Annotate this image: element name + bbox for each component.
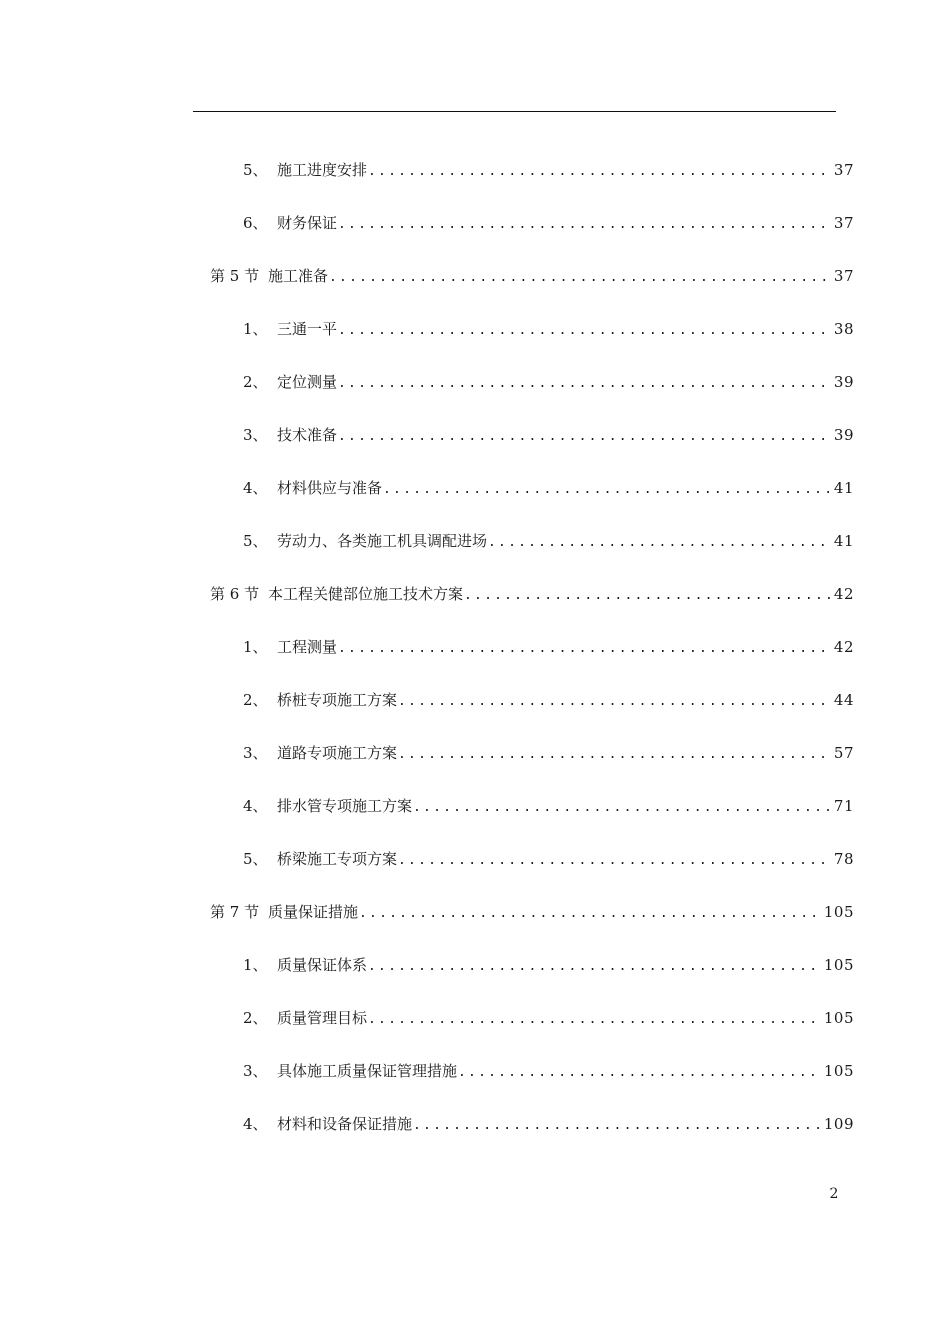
toc-entry-number: 4、 — [243, 797, 268, 815]
toc-section-entry[interactable] — [210, 900, 854, 924]
toc-entry-title: 财务保证 — [277, 214, 338, 232]
toc-entry-number: 2、 — [243, 373, 268, 391]
toc-entry-title: 材料和设备保证措施 — [277, 1115, 413, 1133]
toc-entry-page: 44 — [833, 691, 854, 709]
toc-entry-number: 1、 — [243, 956, 268, 974]
toc-entry[interactable] — [243, 1112, 854, 1136]
toc-leader-dots — [398, 743, 831, 767]
toc-entry-number: 4、 — [243, 479, 268, 497]
header-rule — [193, 111, 836, 112]
toc-entry-title: 质量保证体系 — [277, 956, 368, 974]
toc-entry-title: 劳动力、各类施工机具调配进场 — [277, 532, 488, 550]
toc-entry-title: 三通一平 — [277, 320, 338, 338]
page-number: 2 — [829, 1186, 839, 1202]
toc-entry-number: 1、 — [243, 638, 268, 656]
toc-entry-page: 42 — [833, 638, 854, 656]
toc-entry[interactable] — [243, 370, 854, 394]
toc-entry-page: 105 — [823, 1009, 854, 1027]
toc-entry-page: 109 — [823, 1115, 854, 1133]
toc-entry[interactable] — [243, 317, 854, 341]
toc-entry-page: 57 — [833, 744, 854, 762]
toc-entry-title: 技术准备 — [277, 426, 338, 444]
toc-leader-dots — [338, 213, 831, 237]
toc-entry-title: 定位测量 — [277, 373, 338, 391]
toc-entry[interactable] — [243, 688, 854, 712]
toc-entry-page: 41 — [833, 479, 854, 497]
toc-section-title: 质量保证措施 — [268, 903, 359, 921]
toc-entry-title: 质量管理目标 — [277, 1009, 368, 1027]
toc-entry-page: 78 — [833, 850, 854, 868]
toc-leader-dots — [413, 796, 831, 820]
toc-entry[interactable] — [243, 529, 854, 553]
toc-entry[interactable] — [243, 1006, 854, 1030]
toc-entry-page: 105 — [823, 1062, 854, 1080]
toc-entry-title: 工程测量 — [277, 638, 338, 656]
toc-section-entry[interactable] — [210, 264, 854, 288]
toc-section-number: 第 7 节 — [210, 903, 260, 921]
toc-leader-dots — [359, 902, 821, 926]
toc-entry-page: 39 — [833, 426, 854, 444]
toc-entry[interactable] — [243, 1059, 854, 1083]
toc-entry[interactable] — [243, 847, 854, 871]
toc-section-number: 第 6 节 — [210, 585, 260, 603]
toc-entry-number: 3、 — [243, 744, 268, 762]
toc-entry[interactable] — [243, 158, 854, 182]
toc-leader-dots — [338, 319, 831, 343]
toc-entry-page: 41 — [833, 532, 854, 550]
toc-entry-title: 具体施工质量保证管理措施 — [277, 1062, 458, 1080]
toc-entry-title: 排水管专项施工方案 — [277, 797, 413, 815]
toc-leader-dots — [338, 425, 831, 449]
toc-leader-dots — [368, 1008, 821, 1032]
toc-entry-number: 2、 — [243, 1009, 268, 1027]
toc-entry-page: 105 — [823, 956, 854, 974]
toc-entry-number: 5、 — [243, 161, 268, 179]
toc-leader-dots — [383, 478, 831, 502]
toc-entry-number: 3、 — [243, 1062, 268, 1080]
toc-entry[interactable] — [243, 423, 854, 447]
toc-entry-title: 道路专项施工方案 — [277, 744, 398, 762]
toc-entry[interactable] — [243, 741, 854, 765]
toc-leader-dots — [338, 372, 831, 396]
toc-leader-dots — [458, 1061, 821, 1085]
toc-entry-page: 71 — [833, 797, 854, 815]
toc-leader-dots — [338, 637, 831, 661]
toc-entry-page: 37 — [833, 161, 854, 179]
toc-section-number: 第 5 节 — [210, 267, 260, 285]
toc-entry-number: 3、 — [243, 426, 268, 444]
toc-section-title: 本工程关健部位施工技术方案 — [268, 585, 464, 603]
toc-leader-dots — [368, 160, 831, 184]
toc-leader-dots — [398, 849, 831, 873]
toc-entry[interactable] — [243, 211, 854, 235]
toc-entry-page: 37 — [833, 214, 854, 232]
toc-section-entry[interactable] — [210, 582, 854, 606]
toc-entry-number: 6、 — [243, 214, 268, 232]
toc-leader-dots — [413, 1114, 821, 1138]
toc-leader-dots — [329, 266, 831, 290]
toc-entry-number: 1、 — [243, 320, 268, 338]
toc-entry-title: 材料供应与准备 — [277, 479, 383, 497]
toc-entry-page: 39 — [833, 373, 854, 391]
toc-leader-dots — [368, 955, 821, 979]
toc-entry-title: 桥桩专项施工方案 — [277, 691, 398, 709]
toc-entry-title: 施工进度安排 — [277, 161, 368, 179]
toc-entry-page: 105 — [823, 903, 854, 921]
toc-entry-page: 42 — [833, 585, 854, 603]
toc-entry-number: 5、 — [243, 850, 268, 868]
toc-entry-number: 2、 — [243, 691, 268, 709]
toc-section-title: 施工准备 — [268, 267, 329, 285]
toc-entry[interactable] — [243, 794, 854, 818]
toc-entry-number: 5、 — [243, 532, 268, 550]
toc-leader-dots — [398, 690, 831, 714]
toc-entry-page: 38 — [833, 320, 854, 338]
toc-entry-number: 4、 — [243, 1115, 268, 1133]
toc-leader-dots — [464, 584, 831, 608]
toc-entry[interactable] — [243, 635, 854, 659]
toc-entry-title: 桥梁施工专项方案 — [277, 850, 398, 868]
toc-leader-dots — [488, 531, 831, 555]
toc-entry[interactable] — [243, 476, 854, 500]
toc-entry[interactable] — [243, 953, 854, 977]
toc-entry-page: 37 — [833, 267, 854, 285]
